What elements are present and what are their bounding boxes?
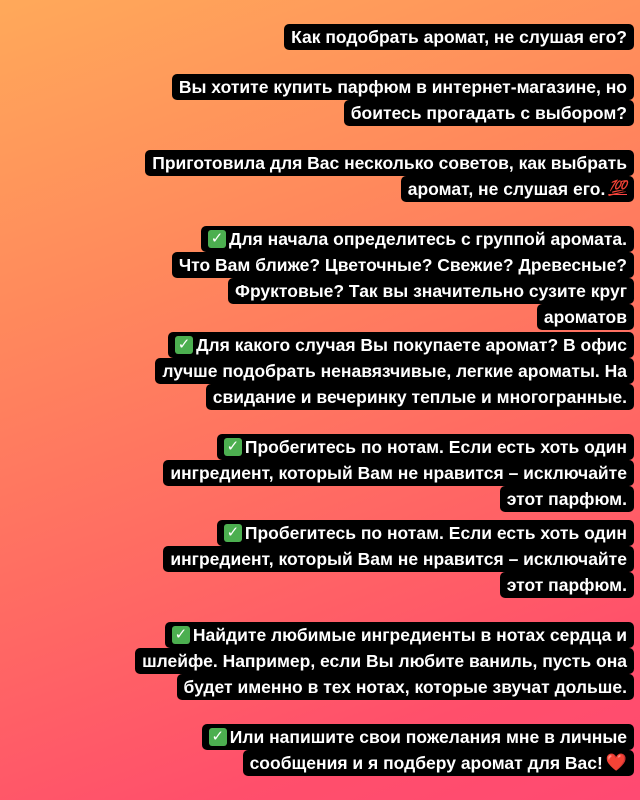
red-heart-emoji-icon: ❤️ (605, 753, 627, 772)
text-span: Или напишите свои пожелания мне в личные (229, 727, 627, 747)
text-block-tips-intro (145, 150, 634, 202)
text-line: Вы хотите купить парфюм в интернет-магазине, но (172, 74, 634, 100)
text-span: Для начала определитесь с группой аромата. (229, 229, 627, 249)
check-mark-icon: ✓ (224, 524, 242, 542)
check-mark-icon: ✓ (208, 230, 226, 248)
story-text-container (2, 0, 634, 776)
text-line: ингредиент, который Вам не нравится – исключайте (163, 546, 634, 572)
text-line: боитесь прогадать с выбором? (344, 100, 634, 126)
text-line: ароматов (537, 304, 634, 330)
text-line (401, 176, 634, 202)
text-line: этот парфюм. (500, 572, 634, 598)
text-block-tip-5 (202, 724, 634, 776)
text-block-tip-4 (135, 622, 634, 700)
text-span: сообщения и я подберу аромат для Вас! (249, 753, 603, 773)
text-block-tip-2 (155, 332, 634, 410)
check-mark-icon: ✓ (209, 728, 227, 746)
check-mark-icon: ✓ (172, 626, 190, 644)
text-line (217, 520, 634, 546)
text-line: Что Вам ближе? Цветочные? Свежие? Древесные? (172, 252, 634, 278)
text-line (217, 434, 634, 460)
text-block-tip-3 (163, 434, 634, 512)
hundred-points-emoji-icon: 💯 (608, 180, 627, 197)
text-block-title (284, 24, 634, 50)
text-span: Найдите любимые ингредиенты в нотах сердца и (192, 625, 627, 645)
text-line: будет именно в тех нотах, которые звучат дольше. (177, 674, 634, 700)
text-span: Пробегитесь по нотам. Если есть хоть один (244, 437, 627, 457)
text-line (201, 226, 634, 252)
text-line (202, 724, 634, 750)
text-block-intro (172, 74, 634, 126)
check-mark-icon: ✓ (175, 336, 193, 354)
text-span: Для какого случая Вы покупаете аромат? В офис (196, 335, 627, 355)
text-line: шлейфе. Например, если Вы любите ваниль, пусть она (135, 648, 634, 674)
check-mark-icon: ✓ (224, 438, 242, 456)
text-line: этот парфюм. (500, 486, 634, 512)
text-line: Фруктовые? Так вы значительно сузите круг (228, 278, 634, 304)
text-line: Приготовила для Вас несколько советов, как выбрать (145, 150, 634, 176)
text-block-tip-3-duplicate (163, 520, 634, 598)
text-line: Как подобрать аромат, не слушая его? (284, 24, 634, 50)
text-line: ингредиент, который Вам не нравится – исключайте (163, 460, 634, 486)
text-line: свидание и вечеринку теплые и многогранные. (206, 384, 634, 410)
text-line (165, 622, 634, 648)
text-span: аромат, не слушая его. (407, 179, 606, 199)
text-line (243, 750, 634, 776)
text-block-tip-1 (172, 226, 634, 330)
text-line: лучше подобрать ненавязчивые, легкие ароматы. На (155, 358, 634, 384)
text-line (168, 332, 634, 358)
text-span: Пробегитесь по нотам. Если есть хоть один (244, 523, 627, 543)
